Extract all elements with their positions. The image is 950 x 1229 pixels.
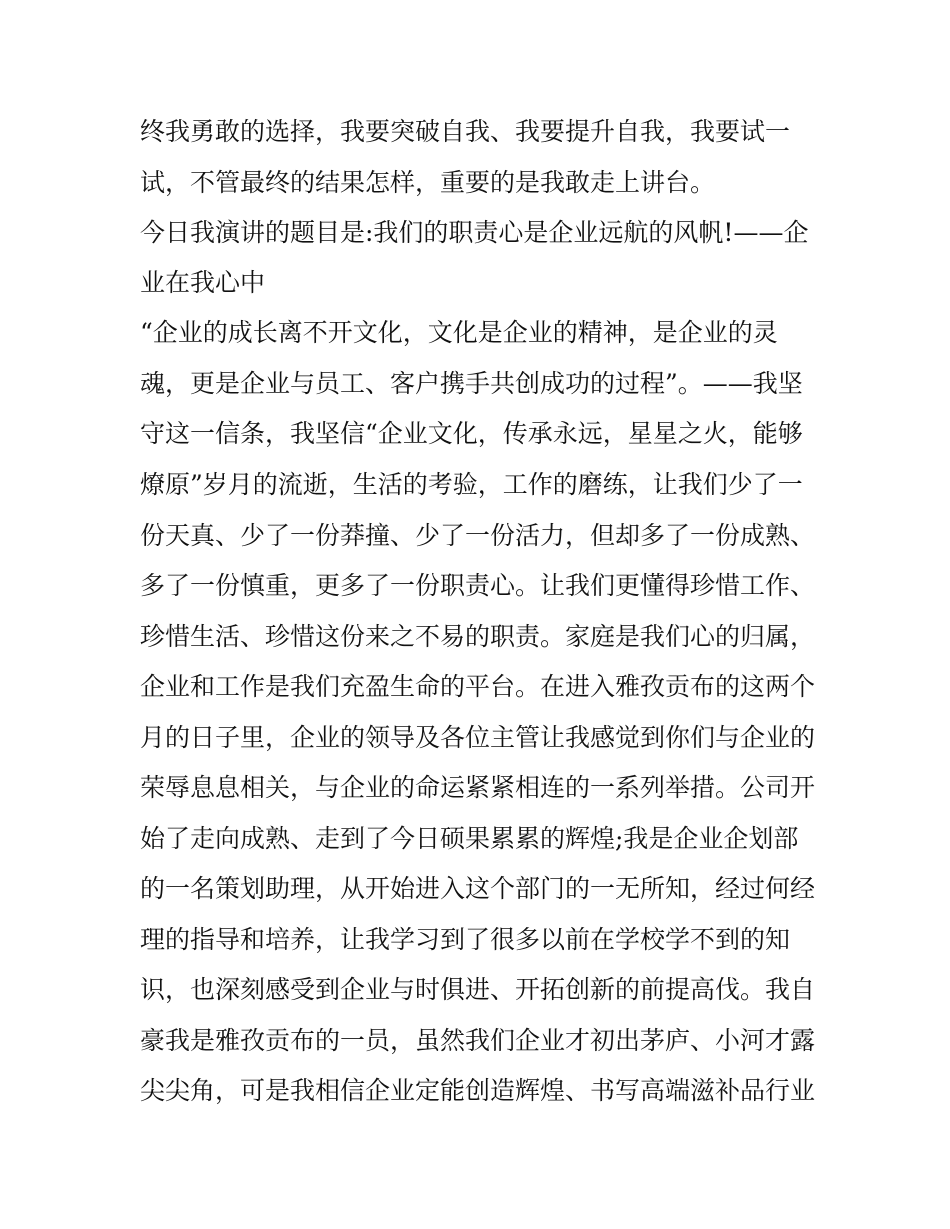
text-line: 燎原”岁月的流逝，生活的考验，工作的磨练，让我们少了一 [140, 470, 803, 499]
text-line: 今日我演讲的题目是:我们的职责心是企业远航的风帆!——企 [140, 218, 809, 247]
text-line: 的一名策划助理，从开始进入这个部门的一无所知，经过何经 [140, 874, 816, 903]
text-line: 试，不管最终的结果怎样，重要的是我敢走上讲台。 [140, 168, 716, 197]
text-line: 守这一信条，我坚信“企业文化，传承永远，星星之火，能够 [140, 419, 803, 448]
text-line: 始了走向成熟、走到了今日硕果累累的辉煌;我是企业企划部 [140, 824, 799, 853]
text-line: 多了一份慎重，更多了一份职责心。让我们更懂得珍惜工作、 [140, 571, 816, 600]
text-line: 月的日子里，企业的领导及各位主管让我感觉到你们与企业的 [140, 723, 816, 752]
text-line: “企业的成长离不开文化，文化是企业的精神，是企业的灵 [140, 318, 778, 347]
text-line: 豪我是雅孜贡布的一员，虽然我们企业才初出茅庐、小河才露 [140, 1026, 816, 1055]
text-line: 尖尖角，可是我相信企业定能创造辉煌、书写高端滋补品行业 [140, 1076, 816, 1105]
text-line: 荣辱息息相关，与企业的命运紧紧相连的一系列举措。公司开 [140, 773, 816, 802]
text-line: 业在我心中 [140, 268, 266, 297]
text-line: 魂，更是企业与员工、客户携手共创成功的过程”。——我坚 [140, 369, 803, 398]
text-line: 识，也深刻感受到企业与时俱进、开拓创新的前提高伐。我自 [140, 975, 816, 1004]
text-line: 份天真、少了一份莽撞、少了一份活力，但却多了一份成熟、 [140, 521, 816, 550]
text-line: 企业和工作是我们充盈生命的平台。在进入雅孜贡布的这两个 [140, 672, 816, 701]
text-line: 理的指导和培养，让我学习到了很多以前在学校学不到的知 [140, 925, 791, 954]
text-line: 终我勇敢的选择，我要突破自我、我要提升自我，我要试一 [140, 117, 791, 146]
text-line: 珍惜生活、珍惜这份来之不易的职责。家庭是我们心的归属， [140, 622, 816, 651]
